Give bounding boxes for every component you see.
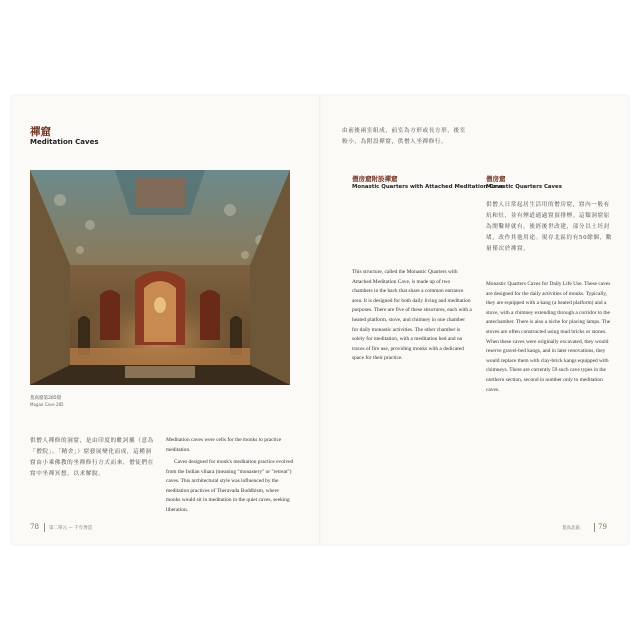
- left-body-en-2: Caves designed for monk's meditation practice evolved from the Indian vihara (meaning "monastery" or "retreat") caves. This architectural style was influenced by the meditation practices of Theravada Buddhism, where monks would sit in meditation in the quiet caves, seeking liberation.: [166, 459, 294, 513]
- left-folio-bar: [44, 523, 45, 532]
- col2-body-en: Monastic Quarters Caves for Daily Life Use. These caves are designed for the daily activities of monks. Typically, they are equipped with a kang (a heated platform) and a stove, with a chimney extending through a corridor to the antechamber. There is also a niche for placing lamps. The stoves are often constructed using mud bricks or stones. When these caves were originally excavated, they would reserve gravel-bed kangs, and in later renovations, they would replace them with clay-brick kangs equipped with chimneys. There are currently 59 such cave types in the northern section, second in number only to meditation caves.: [486, 281, 611, 393]
- book-gutter: [319, 96, 321, 544]
- photo-caption-en: Mogao Cave 285: [30, 402, 64, 407]
- section-title-zh: 禪窟: [30, 126, 51, 138]
- right-folio-bar: [594, 523, 595, 532]
- photo-caption-zh: 莫高窟第285窟: [30, 396, 62, 401]
- col1-heading-zh: 僧房窟附設禪窟: [352, 175, 398, 183]
- col2-heading-zh: 僧房窟: [486, 175, 506, 183]
- col1-body-en: This structure, called the Monastic Quarters with Attached Meditation Cave, is made up of two chambers in the back that share a common entrance area. It is designed for both daily living and meditation purposes. There are five of these structures, each with a heated platform, stove, and chimney in one chamber for daily monastic activities. The other chamber is solely for meditation, with a meditation bed and no traces of fire use, providing monks with a dedicated space for their practice.: [352, 269, 472, 362]
- section-title-en: Meditation Caves: [30, 138, 99, 146]
- right-folio: 79: [598, 523, 607, 531]
- left-body-en-1: Meditation caves were cells for the monks to practice meditation.: [166, 437, 282, 453]
- cave-photo: [30, 170, 290, 385]
- col2-body-zh: 供僧人日常起居生活用的僧房窟，窟內一般有炕和灶，並有煙道通過窟頂排煙。這類洞窟原為開鑿時就有，後經後世改建，部分以土坯封堵，改作其他用途。現存北區約有50餘個，數量僅次於禪窟。: [486, 202, 612, 252]
- left-body-zh: 供僧人禪修的洞窟，是由印度的毗訶羅（意為「僧院」、「精舍」）窟發展變化而成，這種洞窟由小乘佛教的坐禪修行方式而來，僧徒們在窟中坐禪冥想，以求解脫。: [30, 438, 154, 477]
- left-folio: 78: [30, 523, 39, 531]
- right-running-head: 莫高北區: [562, 526, 580, 531]
- col1-heading-en: Monastic Quarters with Attached Meditation Cave: [352, 184, 504, 190]
- col2-heading-en: Monastic Quarters Caves: [486, 184, 562, 190]
- right-intro-zh: 由前後兩室組成，前室為方形或長方形，後室較小，為附設禪窟，供僧人坐禪修行。: [342, 128, 466, 145]
- left-running-head: 第二單元 — 千年營造: [49, 526, 93, 531]
